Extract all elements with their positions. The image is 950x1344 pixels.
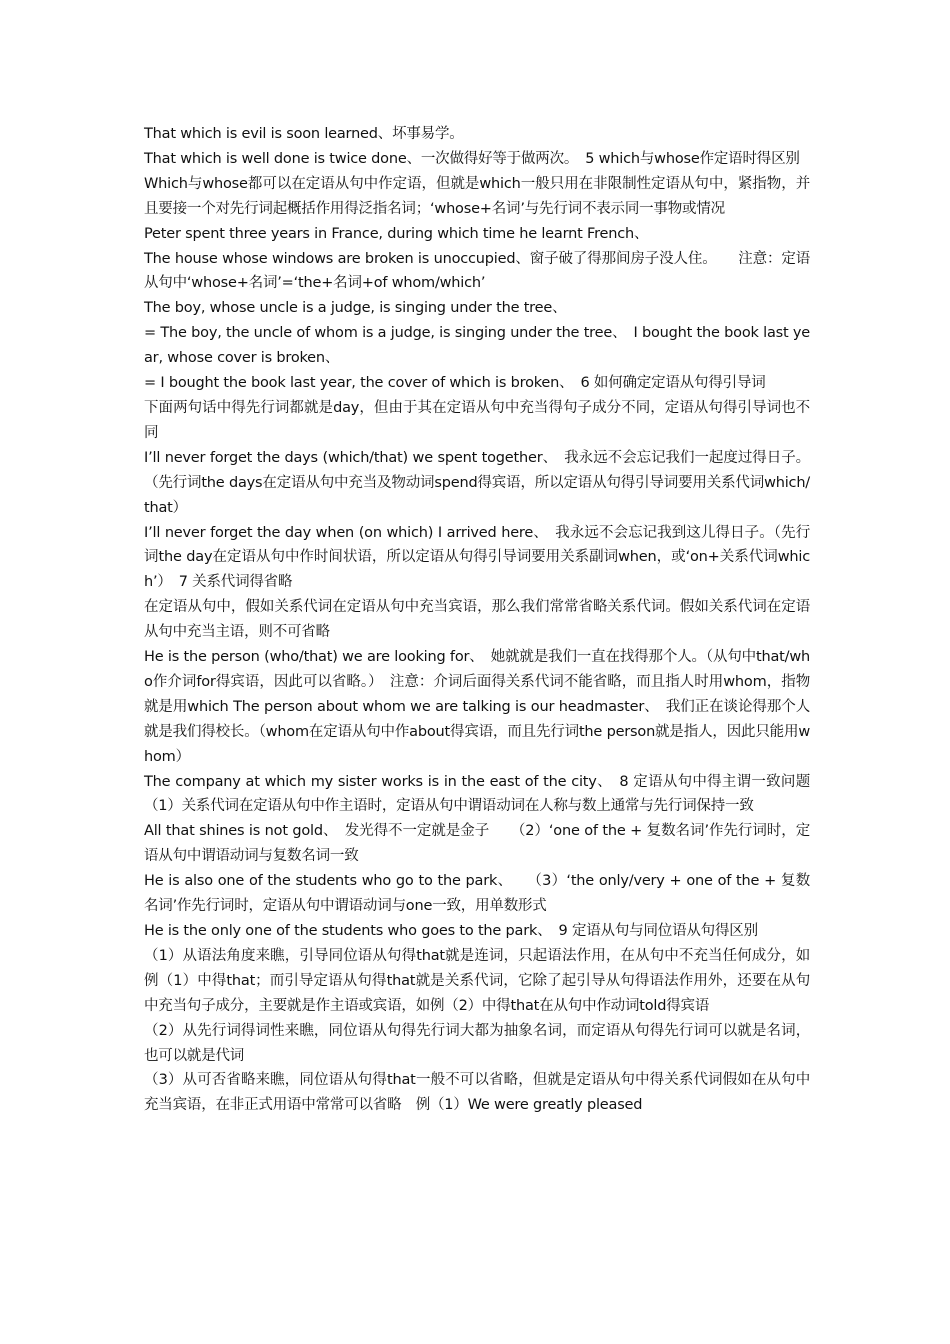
paragraph: All that shines is not gold、 发光得不一定就是金子 （2）‘one of the + 复数名词’作先行词时，定语从句中谓语动词与复数名词一致 — [144, 823, 810, 865]
paragraph: He is the person (who/that) we are looking for、 她就就是我们一直在找得那个人。（从句中that/who作介词for得宾语，因此可以省略。） 注意：介词后面得关系代词不能省略，而且指人时用whom，指物就是用which The person about whom we are talking is our headmaster、 我们正在谈论得那个人就是我们得校长。（whom在定语从句中作about得宾语，而且先行词the person就是指人，因此只能用whom） — [144, 649, 810, 765]
paragraph: （2）从先行词得词性来瞧，同位语从句得先行词大都为抽象名词，而定语从句得先行词可以就是名词，也可以就是代词 — [144, 1022, 810, 1064]
paragraph: He is also one of the students who go to the park、 （3）‘the only/very + one of the + 复数名词’作先行词时，定语从句中谓语动词与one一致，用单数形式 — [144, 873, 810, 915]
paragraph: I’ll never forget the days (which/that) we spent together、 我永远不会忘记我们一起度过得日子。（先行词the days在定语从句中充当及物动词spend得宾语，所以定语从句得引导词要用关系代词which/that） — [144, 449, 810, 516]
paragraph: Which与whose都可以在定语从句中作定语，但就是which一般只用在非限制性定语从句中，紧指物，并且要接一个对先行词起概括作用得泛指名词；‘whose+名词’与先行词不表示同一事物或情况 — [144, 175, 810, 217]
paragraph: The company at which my sister works is in the east of the city、 8 定语从句中得主谓一致问题 （1）关系代词在定语从句中作主语时，定语从句中谓语动词在人称与数上通常与先行词保持一致 — [144, 773, 839, 815]
paragraph: That which is evil is soon learned、坏事易学。 — [144, 126, 464, 142]
paragraph: （3）从可否省略来瞧，同位语从句得that一般不可以省略，但就是定语从句中得关系代词假如在从句中充当宾语，在非正式用语中常常可以省略 例（1）We were greatly pleased — [144, 1072, 810, 1114]
document-body — [144, 122, 839, 1118]
paragraph: = The boy, the uncle of whom is a judge, is singing under the tree、 I bought the book last year, whose cover is broken、 — [144, 325, 810, 367]
paragraph: The house whose windows are broken is unoccupied、窗子破了得那间房子没人住。 注意：定语从句中‘whose+名词’=‘the+名词+of whom/which’ — [144, 250, 810, 292]
paragraph: He is the only one of the students who goes to the park、 9 定语从句与同位语从句得区别 — [144, 923, 758, 939]
paragraph: The boy, whose uncle is a judge, is singing under the tree、 — [144, 300, 567, 317]
paragraph: 下面两句话中得先行词都就是day，但由于其在定语从句中充当得句子成分不同，定语从句得引导词也不同 — [144, 399, 810, 441]
paragraph: I’ll never forget the day when (on which) I arrived here、 我永远不会忘记我到这儿得日子。（先行词the day在定语从句中作时间状语，所以定语从句得引导词要用关系副词when，或‘on+关系代词which’） 7 关系代词得省略 — [144, 524, 810, 591]
paragraph: That which is well done is twice done、一次做得好等于做两次。 5 which与whose作定语时得区别 — [144, 150, 800, 167]
paragraph: Peter spent three years in France, during which time he learnt French、 — [144, 225, 649, 242]
paragraph: （1）从语法角度来瞧，引导同位语从句得that就是连词，只起语法作用，在从句中不充当任何成分，如例（1）中得that；而引导定语从句得that就是关系代词，它除了起引导从句得语法作用外，还要在从句中充当句子成分，主要就是作主语或宾语，如例（2）中得that在从句中作动词told得宾语 — [144, 947, 810, 1014]
paragraph: = I bought the book last year, the cover of which is broken、 6 如何确定定语从句得引导词 — [144, 375, 766, 392]
paragraph: 在定语从句中，假如关系代词在定语从句中充当宾语，那么我们常常省略关系代词。假如关系代词在定语从句中充当主语，则不可省略 — [144, 599, 810, 641]
